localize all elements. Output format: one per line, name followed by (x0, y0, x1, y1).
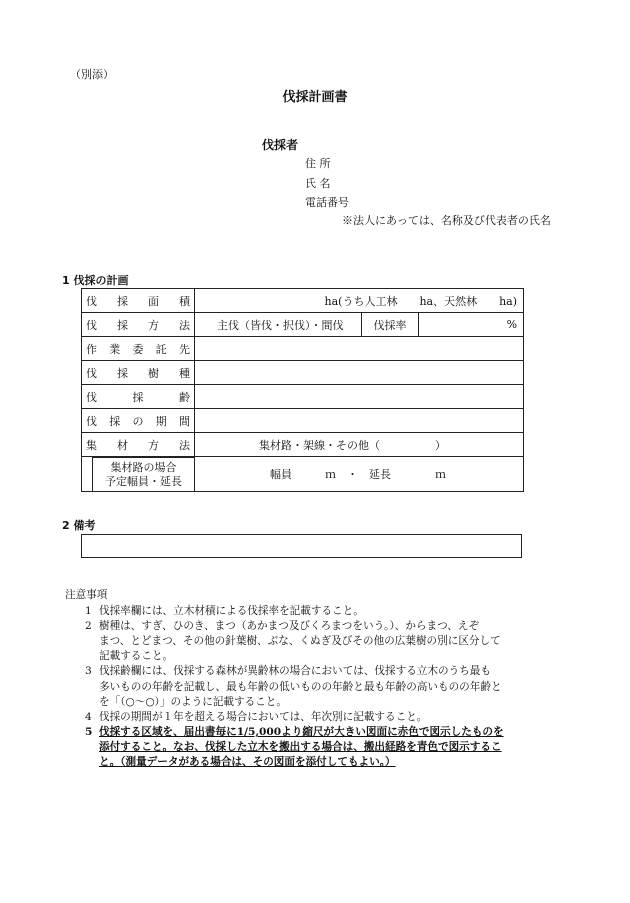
logging-plan-table (81, 288, 524, 492)
note-line: と。（測量データがある場合は、その図面を添付してもよい。） (99, 756, 396, 769)
skid-value: 集材路・架線・その他（ ） (195, 433, 524, 457)
table-row (82, 361, 524, 385)
note-line: 多いものの年齢を記載し、最も年齢の低いものの年齢と最も年齢の高いものの年齢と (99, 680, 502, 693)
note-number: 1 (85, 605, 92, 618)
table-row (82, 433, 524, 457)
note-number: 5 (85, 725, 93, 738)
road-label-line1: 集材路の場合 (110, 461, 177, 474)
period-value (195, 409, 524, 433)
note-line: 記載すること。 (99, 650, 174, 663)
remarks-box (81, 534, 522, 558)
note-line: 伐採齢欄には、伐採する森林が異齢林の場合においては、伐採する立木のうち最も (99, 665, 491, 678)
age-label: 伐採齢 (82, 385, 195, 409)
note-item (65, 710, 565, 725)
table-row (82, 337, 524, 361)
note-line: を「（○～○）」のように記載すること。 (99, 695, 287, 708)
note-line: 伐採の期間が１年を超える場合においては、年次別に記載すること。 (99, 710, 428, 723)
note-item-underlined (65, 725, 565, 770)
method-label: 伐採方法 (82, 313, 195, 337)
corporate-note: ※法人にあっては、名称及び代表者の氏名 (342, 214, 551, 227)
note-number: 3 (85, 665, 92, 678)
road-label-box (92, 457, 194, 491)
note-item (65, 604, 565, 619)
applicant-heading: 伐採者 (262, 138, 299, 152)
section2-heading: 2 備考 (62, 519, 96, 532)
note-line: 伐採率欄には、立木材積による伐採率を記載すること。 (99, 605, 364, 618)
species-value (195, 361, 524, 385)
note-line: 添付すること。なお、伐採した立木を搬出する場合は、搬出経路を青色で図示するこ (99, 740, 502, 753)
road-label-cell (82, 457, 195, 492)
table-row (82, 409, 524, 433)
contractor-value (195, 337, 524, 361)
document-title: 伐採計画書 (282, 90, 348, 105)
note-number: 4 (85, 710, 92, 723)
notes-heading: 注意事項 (65, 589, 108, 601)
skid-label: 集材方法 (82, 433, 195, 457)
address-label: 住 所 (305, 157, 331, 170)
method-value: 主伐（皆伐・択伐）・間伐 (195, 313, 362, 337)
area-label: 伐採面積 (82, 289, 195, 313)
note-number: 2 (85, 620, 92, 633)
road-value: 幅員 ｍ ・ 延長 ｍ (195, 457, 524, 492)
phone-label: 電話番号 (305, 196, 349, 209)
road-label-line2: 予定幅員・延長 (105, 475, 182, 488)
rate-label: 伐採率 (362, 313, 419, 337)
table-row (82, 385, 524, 409)
note-line: 樹種は、すぎ、ひのき、まつ（あかまつ及びくろまつをいう。）、からまつ、えぞ (99, 620, 480, 633)
section1-heading: 1 伐採の計画 (62, 274, 129, 287)
contractor-label: 作業委託先 (82, 337, 195, 361)
note-line: 伐採する区域を、届出書毎に1/5,000より縮尺が大きい図面に赤色で図示したものを (99, 725, 504, 738)
table-row (82, 313, 524, 337)
note-item (65, 619, 565, 664)
notes-section (65, 588, 565, 770)
table-row (82, 457, 524, 492)
period-label: 伐採の期間 (82, 409, 195, 433)
rate-unit: % (419, 313, 524, 337)
age-value (195, 385, 524, 409)
species-label: 伐採樹種 (82, 361, 195, 385)
area-value: ha(うち人工林 ha、天然林 ha) (195, 289, 524, 313)
note-line: まつ、とどまつ、その他の針葉樹、ぶな、くぬぎ及びその他の広葉樹の別に区分して (99, 635, 501, 648)
table-row (82, 289, 524, 313)
attachment-label: （別添） (70, 68, 114, 81)
name-label: 氏 名 (305, 177, 331, 190)
note-item (65, 664, 565, 709)
